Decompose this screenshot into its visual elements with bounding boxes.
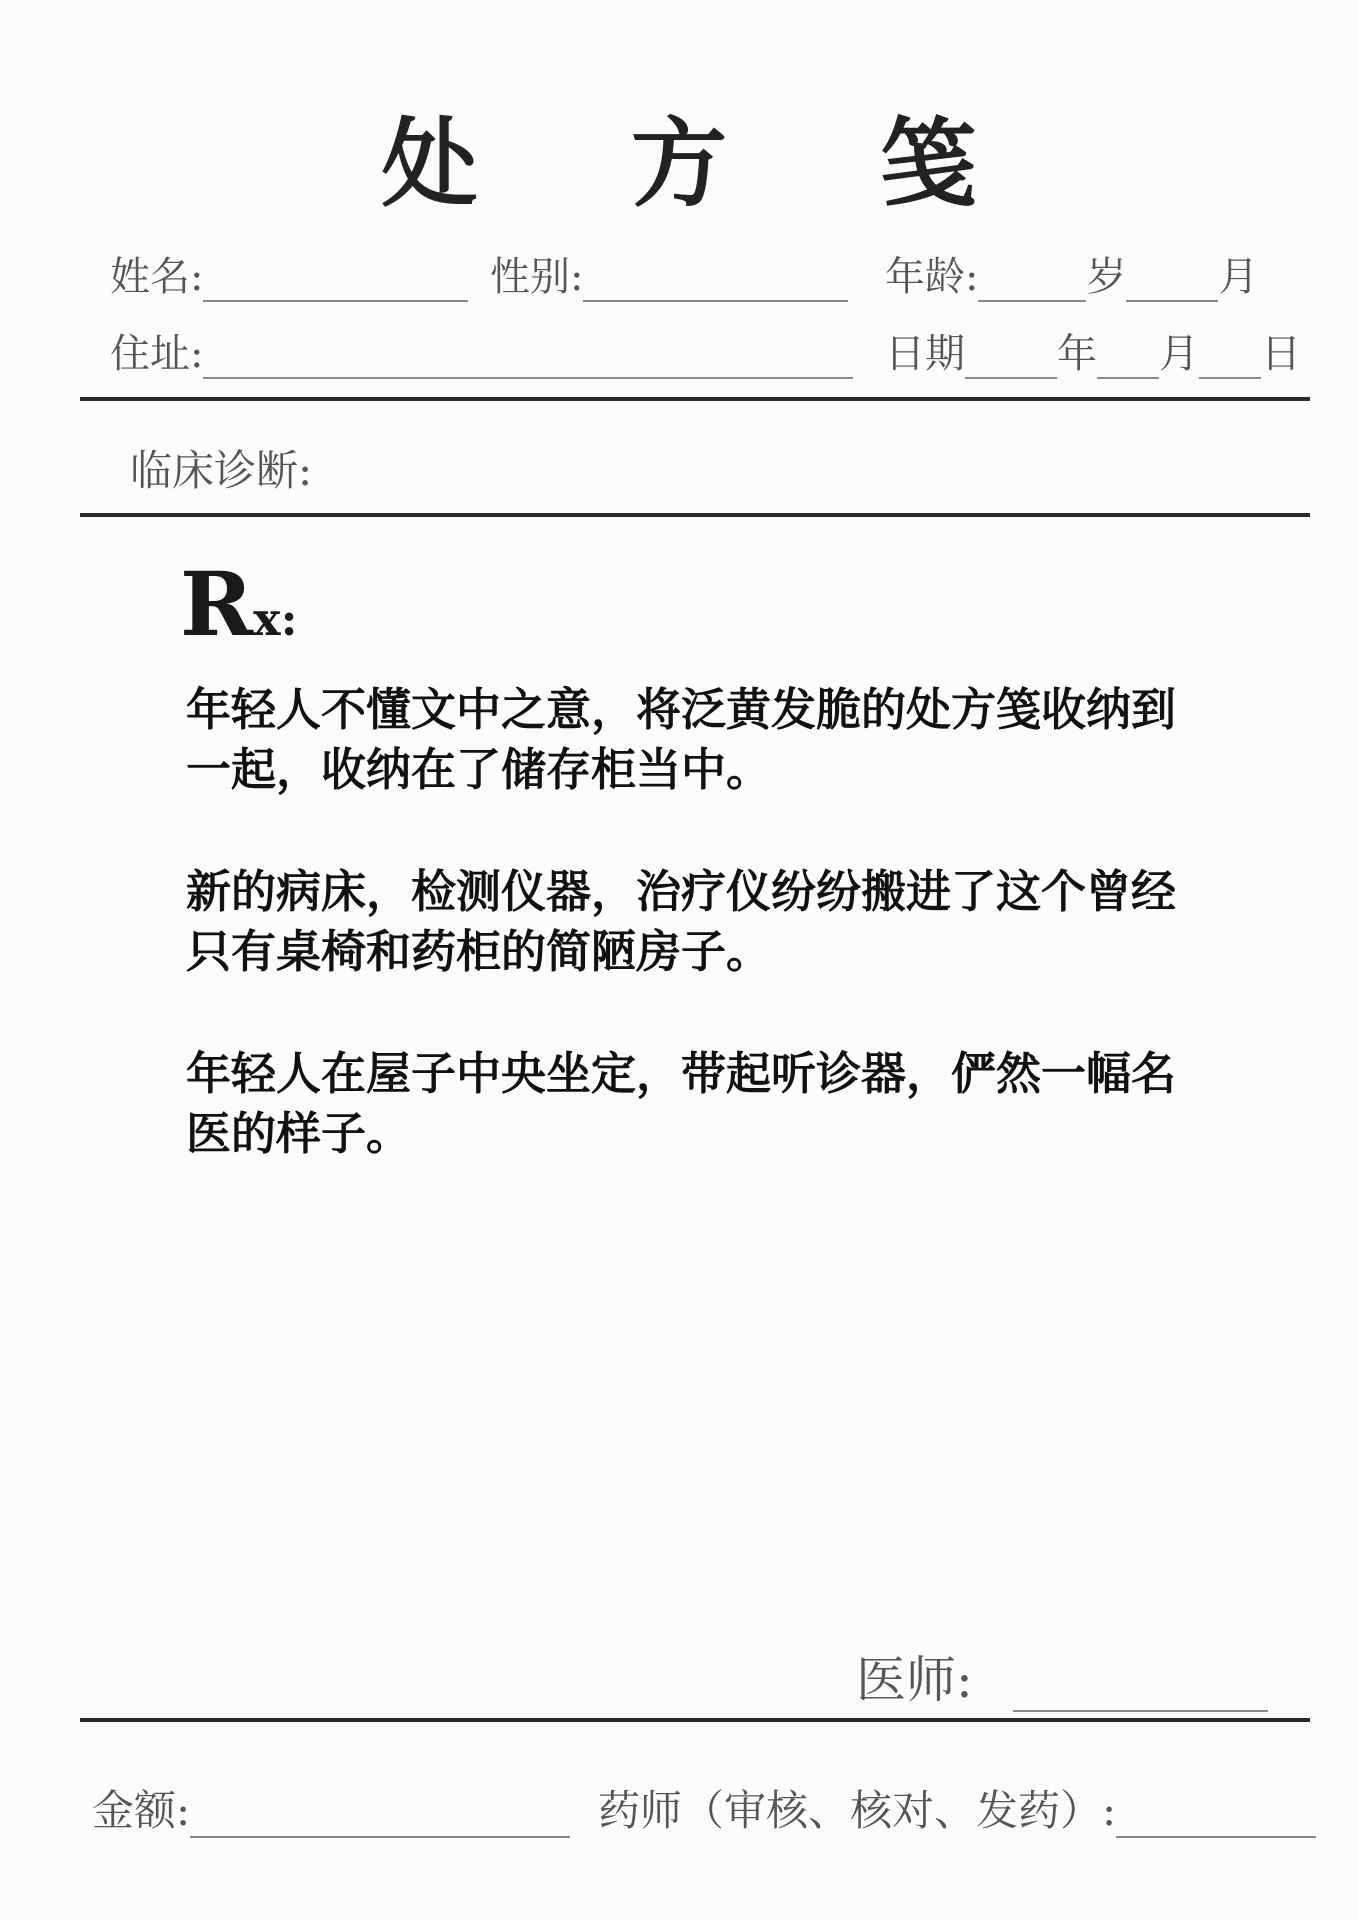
age-month-blank <box>1126 256 1218 302</box>
pharmacist-blank <box>1116 1792 1316 1838</box>
doctor-field <box>856 1640 1268 1712</box>
pharmacist-field <box>598 1778 1316 1838</box>
rx-symbol <box>180 552 298 656</box>
name-label: 姓名: <box>110 254 204 300</box>
diagnosis-divider <box>80 513 1310 517</box>
date-month-blank <box>1097 333 1159 379</box>
diagnosis-label: 临床诊断: <box>130 446 313 495</box>
age-field <box>885 245 1258 302</box>
body-paragraph: 年轻人在屋子中央坐定，带起听诊器，俨然一幅名医的样子。 <box>186 1047 1177 1160</box>
amount-label: 金额: <box>92 1786 191 1835</box>
date-label: 日期 <box>885 331 965 377</box>
age-month-unit: 月 <box>1218 254 1259 300</box>
gender-blank <box>583 256 848 302</box>
date-month-unit: 月 <box>1159 331 1199 377</box>
pharmacist-label: 药师（审核、核对、发药）: <box>598 1786 1117 1835</box>
header-divider <box>80 397 1310 401</box>
age-year-unit: 岁 <box>1086 254 1127 300</box>
footer-divider <box>80 1718 1310 1722</box>
rx-letter: R <box>180 552 254 656</box>
rx-suffix: x: <box>253 592 298 646</box>
body-paragraph: 新的病床，检测仪器，治疗仪纷纷搬进了这个曾经只有桌椅和药柜的简陋房子。 <box>186 865 1177 978</box>
date-field <box>885 322 1301 379</box>
address-field <box>110 322 853 379</box>
amount-blank <box>190 1792 570 1838</box>
name-field <box>110 245 468 302</box>
age-label: 年龄: <box>885 254 979 300</box>
date-day-unit: 日 <box>1261 331 1301 377</box>
age-year-blank <box>978 256 1086 302</box>
date-year-blank <box>965 333 1057 379</box>
address-blank <box>203 333 853 379</box>
doctor-label: 医师: <box>856 1651 973 1709</box>
date-year-unit: 年 <box>1057 331 1097 377</box>
gender-field <box>490 245 848 302</box>
body-paragraph: 年轻人不懂文中之意，将泛黄发脆的处方笺收纳到一起，收纳在了储存柜当中。 <box>186 683 1177 796</box>
prescription-title: 处 方 笺 <box>381 107 1037 220</box>
doctor-blank <box>1013 1666 1268 1712</box>
name-blank <box>203 256 468 302</box>
address-label: 住址: <box>110 331 204 377</box>
gender-label: 性别: <box>490 254 584 300</box>
prescription-body <box>186 680 1196 1226</box>
date-day-blank <box>1199 333 1261 379</box>
amount-field <box>92 1778 570 1838</box>
